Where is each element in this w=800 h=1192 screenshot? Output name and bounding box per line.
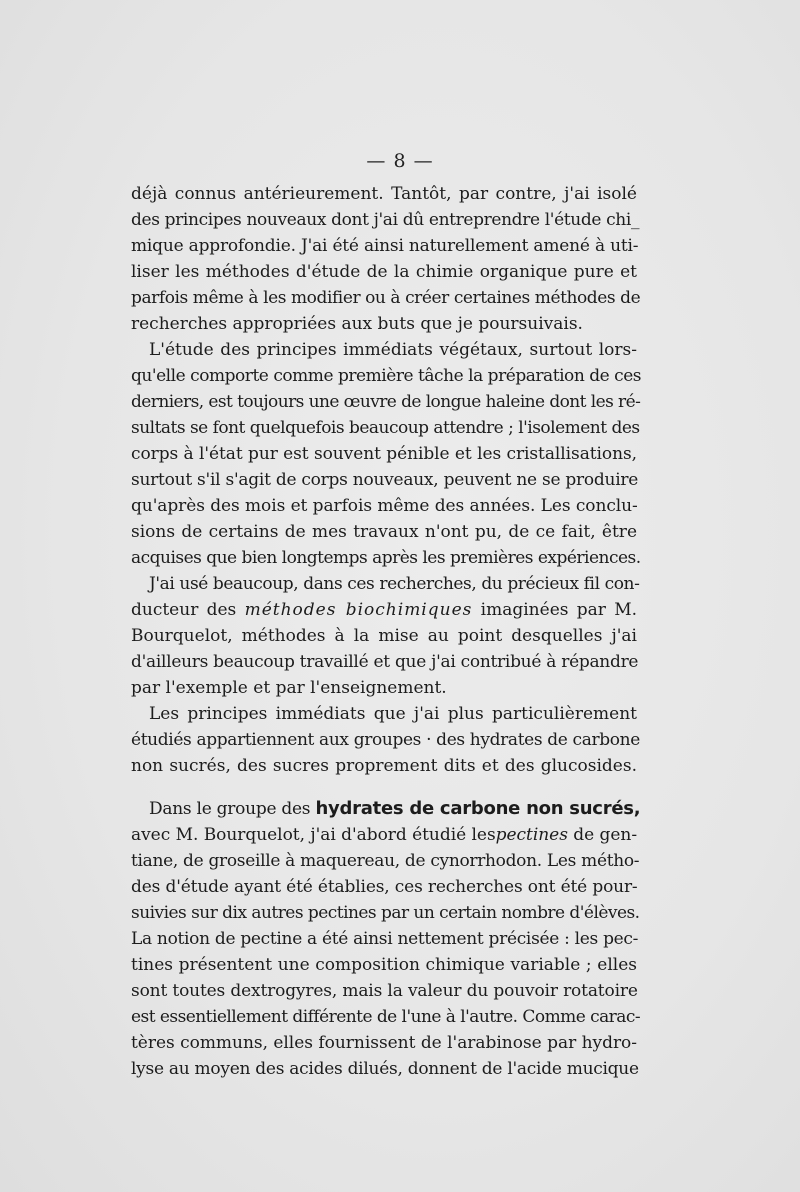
paragraph-2 <box>131 337 642 571</box>
text-line: Bourquelot, méthodes à la mise au point desquelles j'ai <box>131 626 637 646</box>
text-line: lyse au moyen des acides dilués, donnent de l'acide mucique <box>131 1059 639 1079</box>
text-line: acquises que bien longtemps après les premières expériences. <box>131 548 641 568</box>
text-line: La notion de pectine a été ainsi nettement précisée : les pec- <box>131 929 639 949</box>
text-line: non sucrés, des sucres proprement dits et des glucosides. <box>131 756 637 776</box>
text-line: recherches appropriées aux buts que je poursuivais. <box>131 314 583 334</box>
text-line: sultats se font quelquefois beaucoup attendre ; l'isolement des <box>131 418 640 438</box>
text-fragment: de gen- <box>573 825 638 845</box>
page-number: — 8 — <box>366 150 434 172</box>
bold-heading-term: hydrates de carbone non sucrés, <box>315 798 641 819</box>
text-line: sions de certains de mes travaux n'ont pu, de ce fait, être <box>131 522 637 542</box>
text-line: déjà connus antérieurement. Tantôt, par contre, j'ai isolé <box>131 184 637 204</box>
text-fragment: avec M. Bourquelot, j'ai d'abord étudié les <box>131 825 496 845</box>
text-line: tères communs, elles fournissent de l'arabinose par hydro- <box>131 1033 637 1053</box>
text-line: des d'étude ayant été établies, ces recherches ont été pour- <box>131 877 638 897</box>
text-line: sont toutes dextrogyres, mais la valeur du pouvoir rotatoire <box>131 981 638 1001</box>
text-line: suivies sur dix autres pectines par un certain nombre d'élèves. <box>131 903 640 923</box>
text-line: surtout s'il s'agit de corps nouveaux, peuvent ne se produire <box>131 470 639 490</box>
text-line: derniers, est toujours une œuvre de longue haleine dont les ré- <box>131 392 641 412</box>
italic-term: pectines <box>495 825 568 845</box>
paragraph-1 <box>131 181 641 337</box>
text-line: J'ai usé beaucoup, dans ces recherches, du précieux fil con- <box>149 574 640 594</box>
text-section-intro <box>131 181 642 779</box>
text-line: qu'après des mois et parfois même des années. Les conclu- <box>131 496 638 516</box>
text-line: tines présentent une composition chimique variable ; elles <box>131 955 637 975</box>
text-line: est essentiellement différente de l'une à l'autre. Comme carac- <box>131 1007 641 1027</box>
paragraph-4 <box>131 701 640 779</box>
text-line: qu'elle comporte comme première tâche la préparation de ces <box>131 366 642 386</box>
text-line: corps à l'état pur est souvent pénible et les cristallisations, <box>131 444 637 464</box>
text-fragment: ducteur des <box>131 600 237 620</box>
text-line: d'ailleurs beaucoup travaillé et que j'ai contribué à répandre <box>131 652 639 672</box>
text-section-hydrates <box>131 796 641 1082</box>
text-line: Les principes immédiats que j'ai plus particulièrement <box>149 704 637 724</box>
text-fragment: Dans le groupe des <box>149 799 311 819</box>
text-line-mixed <box>131 597 637 623</box>
text-line: parfois même à les modifier ou à créer certaines méthodes de <box>131 288 641 308</box>
text-line-mixed <box>131 822 637 848</box>
text-line: des principes nouveaux dont j'ai dû entreprendre l'étude chi_ <box>131 210 640 230</box>
italic-term: méthodes biochimiques <box>244 600 473 620</box>
paragraph-5 <box>131 796 641 1082</box>
text-line-mixed <box>131 796 641 822</box>
text-line: par l'exemple et par l'enseignement. <box>131 678 447 698</box>
text-line: liser les méthodes d'étude de la chimie organique pure et <box>131 262 637 282</box>
paragraph-3 <box>131 571 640 701</box>
text-line: L'étude des principes immédiats végétaux, surtout lors- <box>149 340 637 360</box>
text-line: mique approfondie. J'ai été ainsi naturellement amené à uti- <box>131 236 639 256</box>
text-line: tiane, de groseille à maquereau, de cynorrhodon. Les métho- <box>131 851 640 871</box>
text-line: étudiés appartiennent aux groupes · des hydrates de carbone <box>131 730 640 750</box>
text-fragment: imaginées par M. <box>480 600 638 620</box>
